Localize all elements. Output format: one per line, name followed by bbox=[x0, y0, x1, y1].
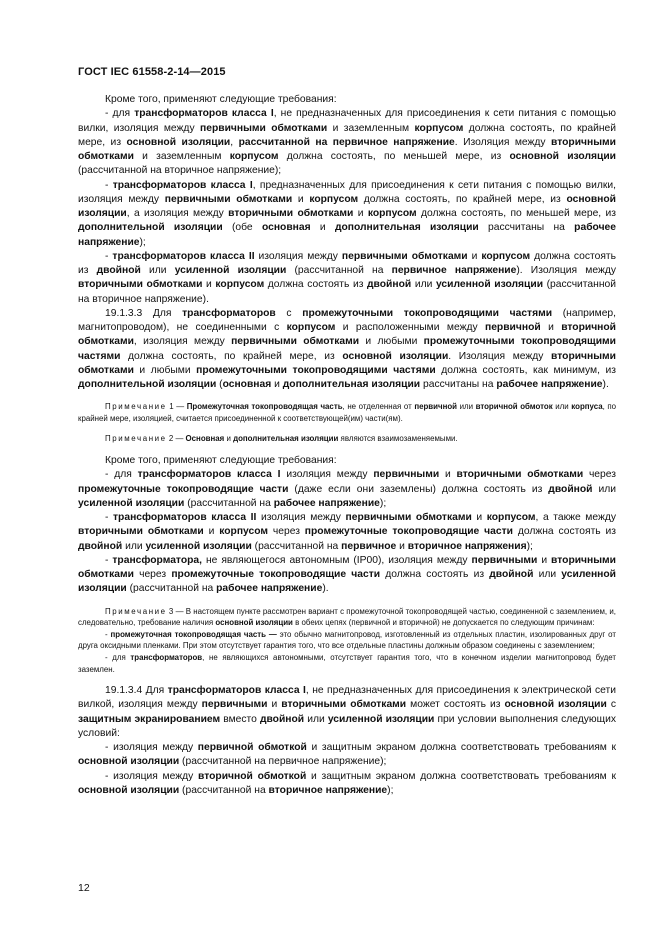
bold-term: дополнительной изоляции bbox=[78, 222, 223, 234]
bold-term: вторичными обмотками bbox=[78, 350, 616, 376]
bold-term: промежуточные токопроводящие части bbox=[171, 569, 381, 581]
bold-term: трансформаторов класса II bbox=[113, 512, 257, 524]
bold-term: первичными обмотками bbox=[200, 122, 328, 134]
bold-term: основная bbox=[261, 222, 311, 234]
bold-term: основной изоляции bbox=[509, 151, 616, 162]
page-content bbox=[78, 93, 616, 798]
bold-term: двойной bbox=[259, 713, 305, 725]
bold-term: трансформаторов класса I bbox=[134, 108, 274, 120]
section-b-intro: Кроме того, применяют следующие требования: bbox=[105, 455, 337, 467]
bold-term: Основная bbox=[185, 434, 225, 444]
bold-term: вторичной обмотками bbox=[78, 322, 617, 348]
bold-term: промежуточная токопроводящая часть — bbox=[110, 629, 277, 639]
bold-term: рабочее напряжение bbox=[78, 222, 617, 248]
bold-term: первичными bbox=[471, 554, 538, 566]
bold-term: корпусом bbox=[286, 322, 336, 333]
bold-term: трансформаторов класса I bbox=[167, 685, 306, 697]
bold-term: первичными обмотками bbox=[341, 250, 468, 262]
bold-term: корпусом bbox=[486, 512, 536, 524]
bold-term: вторичными обмотками bbox=[78, 279, 203, 291]
bold-term: вторичной обмоткой bbox=[198, 770, 307, 782]
bold-term: защитным экранированием bbox=[78, 713, 221, 725]
bold-term: двойной bbox=[78, 540, 123, 552]
bold-term: дополнительная изоляции bbox=[233, 434, 339, 444]
bold-term: трансформаторов bbox=[130, 652, 203, 662]
bold-term: рассчитанной на первичное напряжение bbox=[238, 136, 455, 148]
bold-term: усиленной изоляции bbox=[145, 540, 252, 552]
bold-term: основной изоляции bbox=[504, 699, 607, 711]
bold-term: основной изоляции bbox=[78, 756, 180, 768]
bold-term: двойной bbox=[367, 279, 412, 291]
note-label: Примечание bbox=[105, 606, 167, 616]
note-3-item-2: - для трансформаторов, не являющихся автономными, отсутствует гарантия того, что в конечном изделии магнитопровод будет заземлен. bbox=[78, 652, 616, 674]
section-a-item-2: - трансформаторов класса I, предназначенных для присоединения к сети питания с помощью вилки, изоляция между первичными обмотками и корпусом должна состоять, по крайней мере, из основной изоляции, а изоляция между вторичными обмотками и корпусом должна состоять, по меньшей мере, из дополнительной изоляции (обе основная и дополнительная изоляции рассчитаны на рабочее напряжение); bbox=[78, 179, 617, 248]
document-header: ГОСТ IEC 61558-2-14—2015 bbox=[78, 66, 226, 78]
bold-term: корпусом bbox=[309, 193, 359, 205]
bold-term: трансформаторов класса II bbox=[112, 250, 255, 262]
bold-term: усиленной изоляции bbox=[78, 569, 617, 595]
bold-term: трансформатора, bbox=[112, 554, 202, 566]
condition-2: - изоляция между вторичной обмоткой и защитным экраном должна соответствовать требованиям к основной изоляции (рассчитанной на вторичное напряжение); bbox=[78, 770, 616, 796]
bold-term: вторичной обмоток bbox=[475, 402, 553, 412]
bold-term: двойной bbox=[548, 483, 593, 495]
note-1: Примечание 1 — Промежуточная токопроводящая часть, не отделенная от первичной или вторичной обмоток или корпуса, по крайней мере, изоляцией, считается присоединенной к соответствующей(им) части(ям). bbox=[78, 402, 617, 423]
bold-term: вторичное напряжение bbox=[268, 784, 388, 796]
bold-term: промежуточными токопроводящими частями bbox=[78, 336, 616, 362]
bold-term: основной изоляции bbox=[215, 618, 293, 628]
bold-term: основной изоляции bbox=[78, 193, 617, 219]
bold-term: рабочее напряжение bbox=[496, 379, 603, 390]
bold-term: первичными обмотками bbox=[345, 512, 472, 524]
note-2: Примечание 2 — Основная и дополнительная изоляции являются взаимозаменяемыми. bbox=[105, 434, 458, 444]
bold-term: промежуточные токопроводящие части bbox=[304, 526, 513, 538]
bold-term: основная bbox=[222, 379, 272, 390]
bold-term: промежуточными токопроводящими частями bbox=[196, 364, 436, 376]
bold-term: вторичными обмотками bbox=[78, 136, 616, 162]
bold-term: первичное напряжение bbox=[391, 265, 517, 276]
note-3-item-1: - промежуточная токопроводящая часть — это обычно магнитопровод, изготовленный из отдельных пластин, изолированных друг от друга оксидными пленками. При этом отсутствует гарантия того, что все отдельные пластины должным образом соединены с заземлением; bbox=[78, 629, 616, 651]
bold-term: рабочее напряжение bbox=[273, 497, 380, 509]
bold-term: дополнительной изоляции bbox=[78, 379, 217, 390]
bold-term: вторичными обмотками bbox=[228, 208, 354, 219]
bold-term: вторичными обмотками bbox=[456, 469, 584, 481]
section-a-intro: Кроме того, применяют следующие требования: bbox=[105, 94, 337, 105]
bold-term: усиленной изоляции bbox=[327, 713, 435, 725]
bold-term: вторичными обмотками bbox=[78, 526, 204, 538]
bold-term: первичными bbox=[373, 469, 440, 481]
bold-term: основной изоляции bbox=[342, 350, 449, 362]
bold-term: корпуса bbox=[571, 402, 603, 412]
section-b-item-3: - трансформатора, не являющегося автономным (IP00), изоляция между первичными и вторичными обмотками через промежуточные токопроводящие части должна состоять из двойной или усиленной изоляции (рассчитанной на рабочее напряжение). bbox=[78, 554, 617, 595]
bold-term: первичными обмотками bbox=[231, 336, 360, 348]
bold-term: основной изоляции bbox=[126, 136, 231, 148]
bold-term: усиленной изоляции bbox=[78, 497, 185, 509]
bold-term: основной изоляции bbox=[78, 784, 180, 796]
bold-term: усиленной изоляции bbox=[174, 265, 287, 276]
note-3: Примечание 3 — В настоящем пункте рассмотрен вариант с промежуточной токопроводящей частью, соединенной с заземлением, и, следовательно, требование наличия основной изоляции в обеих цепях (первичной и вторичной) не допускается по следующим причинам: bbox=[78, 606, 616, 628]
bold-term: промежуточные токопроводящие части bbox=[78, 483, 289, 495]
bold-term: первичными bbox=[201, 699, 268, 711]
bold-term: первичной bbox=[414, 402, 458, 412]
bold-term: двойной bbox=[489, 569, 534, 581]
clause-19-1-3-3: 19.1.3.3 Для трансформаторов с промежуточными токопроводящими частями (например, магнитопроводом), не соединенными с корпусом и расположенными между первичной и вторичной обмотками, изоляция между первичными обмотками и любыми промежуточными токопроводящими частями должна состоять, по крайней мере, из основной изоляции. Изоляция между вторичными обмотками и любыми промежуточными токопроводящими частями должна состоять, как минимум, из дополнительной изоляции (основная и дополнительная изоляции рассчитаны на рабочее напряжение). bbox=[78, 307, 617, 390]
bold-term: корпусом bbox=[215, 279, 265, 291]
bold-term: первичной bbox=[484, 322, 541, 333]
bold-term: корпусом bbox=[367, 208, 417, 219]
bold-term: корпусом bbox=[219, 526, 269, 538]
note-label: Примечание bbox=[105, 402, 167, 412]
bold-term: вторичными обмотками bbox=[281, 699, 407, 711]
bold-term: дополнительная изоляции bbox=[334, 222, 479, 234]
bold-term: дополнительная изоляции bbox=[282, 379, 421, 390]
bold-term: промежуточными токопроводящими частями bbox=[302, 307, 553, 319]
page-number: 12 bbox=[78, 882, 90, 894]
bold-term: корпусом bbox=[481, 250, 531, 262]
bold-term: первичными обмотками bbox=[164, 193, 293, 205]
bold-term: усиленной изоляции bbox=[435, 279, 544, 291]
bold-term: первичной обмоткой bbox=[197, 742, 307, 754]
section-b-item-1: - для трансформаторов класса I изоляция между первичными и вторичными обмотками через промежуточные токопроводящие части (даже если они заземлены) должна состоять из двойной или усиленной изоляции (рассчитанной на рабочее напряжение); bbox=[78, 469, 616, 509]
section-b-item-2: - трансформаторов класса II изоляция между первичными обмотками и корпусом, а также между вторичными обмотками и корпусом через промежуточные токопроводящие части должна состоять из двойной или усиленной изоляции (рассчитанной на первичное и вторичное напряжения); bbox=[78, 512, 617, 552]
clause-19-1-3-4: 19.1.3.4 Для трансформаторов класса I, не предназначенных для присоединения к электрической сети вилкой, изоляция между первичными и вторичными обмотками может состоять из основной изоляции с защитным экранированием вместо двойной или усиленной изоляции при условии выполнения следующих условий: bbox=[78, 685, 617, 739]
bold-term: вторичными обмотками bbox=[78, 554, 616, 581]
bold-term: корпусом bbox=[414, 122, 464, 134]
bold-term: трансформаторов bbox=[182, 307, 276, 319]
bold-term: трансформаторов класса I bbox=[137, 469, 281, 481]
bold-term: первичное bbox=[341, 540, 397, 552]
bold-term: вторичное напряжения bbox=[407, 540, 527, 552]
bold-term: Промежуточная токопроводящая часть bbox=[186, 402, 343, 412]
bold-term: трансформаторов класса I bbox=[112, 179, 253, 191]
condition-1: - изоляция между первичной обмоткой и защитным экраном должна соответствовать требованиям к основной изоляции (рассчитанной на первичное напряжение); bbox=[78, 742, 616, 768]
note-label: Примечание bbox=[105, 434, 167, 444]
bold-term: рабочее напряжение bbox=[216, 583, 323, 595]
section-a-item-1: - для трансформаторов класса I, не предназначенных для присоединения к сети питания с помощью вилки, изоляция между первичными обмотками и заземленным корпусом должна состоять, по крайней мере, из основной изоляции, рассчитанной на первичное напряжение. Изоляция между вторичными обмотками и заземленным корпусом должна состоять, по меньшей мере, из основной изоляции (рассчитанной на вторичное напряжение); bbox=[78, 108, 617, 177]
section-a-item-3: - трансформаторов класса II изоляция между первичными обмотками и корпусом должна состоять из двойной или усиленной изоляции (рассчитанной на первичное напряжение). Изоляция между вторичными обмотками и корпусом должна состоять из двойной или усиленной изоляции (рассчитанной на вторичное напряжение). bbox=[78, 250, 617, 305]
bold-term: корпусом bbox=[229, 151, 279, 162]
bold-term: двойной bbox=[96, 265, 141, 276]
